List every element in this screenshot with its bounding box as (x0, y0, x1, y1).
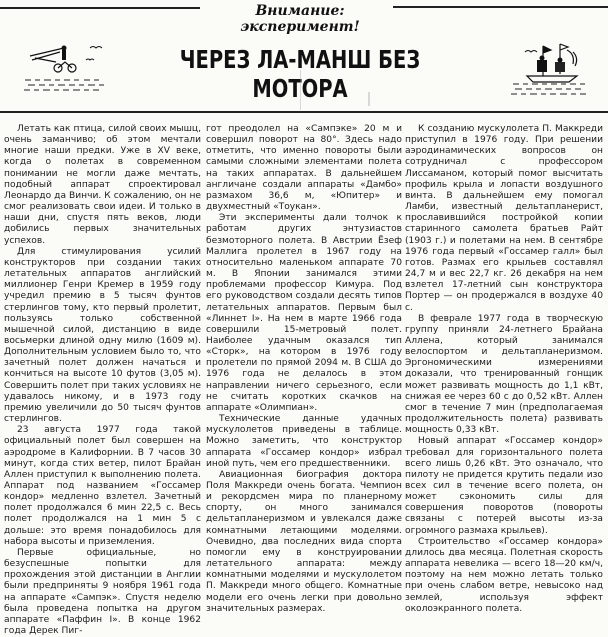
paragraph: Авиационная биография доктора Поля Маккреди очень богата. Чемпион и рекордсмен мира по планерному спорту, он много занимался дельтапланеризмом и увлекался даже комнатными летающими моделями. Очевидно, два последних вида спорта помогли ему в конструировании летательного аппарата: между комнатными моделями и мускулолетом П. Маккреди много общего. Комнатные модели его очень легки при довольно значительных размерах. (206, 469, 402, 614)
scan-artifact (300, 70, 301, 110)
paragraph: Летать как птица, силой своих мышц, очень заманчиво; об этом мечтали многие наши предки. Уже в XV веке, когда о полетах в современном понимании не могли даже мечтать, подобный аппарат спроектировал Леонардо да Винчи. К сожалению, он не смог реализовать свои идеи. И только в наши дни, спустя пять веков, люди добились первых значительных успехов. (4, 124, 201, 246)
paragraph: Первые официальные, но безуспешные попытки для прохождения этой дистанции в Англии были предприняты 9 ноября 1961 года на аппарате «Сампэк». Спустя неделю была проведена попытка на другом аппарате «Паффин I». В конце 1962 года Дерек Пиг- (4, 547, 201, 637)
cyclist-aircraft-over-waves-icon (20, 38, 115, 98)
paragraph: Новый аппарат «Госсамер кондор» требовал для горизонтального полета всего лишь 0,26 кВт. Это означало, что пилоту не придется крутить педали изо всех сил в течение всего полета, он может сэкономить силы для совершения поворотов (повороты связаны с потерей высоты из-за огромного размаха крыльев). (405, 436, 603, 536)
article-column-3 (405, 124, 603, 615)
headline: ЧЕРЕЗ ЛА-МАНШ БЕЗ МОТОРА (179, 45, 421, 103)
article-column-1 (4, 124, 201, 637)
paragraph: гот преодолел на «Сампэке» 20 м и совершил поворот на 80°. Здесь надо отметить, что именно повороты были самыми сложными элементами полета на таких аппаратах. В дальнейшем англичане создали аппараты «Дамбо» размахом 36,6 м, «Юпитер» и двухместный «Тоукан». (206, 124, 402, 213)
boat-with-flags-icon (505, 38, 595, 98)
paragraph: К созданию мускулолета П. Маккреди приступил в 1976 году. При решении аэродинамических вопросов он сотрудничал с профессором Лиссаманом, который помог высчитать профиль крыла и лопасти воздушного винта. В дальнейшем ему помогал Ламби, известный дельтапланерист, прославившийся постройкой копии старинного самолета братьев Райт (1903 г.) и полетами на нем. В сентябре 1976 года первый «Госсамер галл» был готов. Размах его крыльев составлял 24,7 м и вес 22,7 кг. 26 декабря на нем взлетел 17-летний сын конструктора Портер — он продержался в воздухе 40 с. (405, 124, 603, 313)
paragraph: Технические данные удачных мускулолетов приведены в таблице. Можно заметить, что конструктор аппарата «Госсамер кондор» избрал иной путь, чем его предшественники. (206, 414, 402, 469)
paragraph: В феврале 1977 года в творческую группу приняли 24-летнего Брайана Аллена, который занимался велоспортом и дельтапланеризмом. Эргономическими измерениями доказали, что тренированный гонщик может развивать мощность до 1,1 кВт, снижая ее через 60 с до 0,52 кВт. Аллен смог в течение 7 мин (предполагаемая продолжительность полета) развивать мощность 0,33 кВт. (405, 313, 603, 436)
paragraph: Строительство «Госсамер кондора» длилось два месяца. Полетная скорость аппарата невелика — всего 18—20 км/ч, поэтому на нем можно летать только при очень слабом ветре, невысоко над землей, используя эффект околоэкранного полета. (405, 536, 603, 614)
header-rule-left (0, 7, 200, 9)
scan-artifact (368, 92, 370, 106)
paragraph: Для стимулирования усилий конструкторов при создании таких летательных аппаратов английский миллионер Генри Кремер в 1959 году учредил премию в 5 тысяч фунтов стерлингов тому, кто первый пролетит, пользуясь только собственной мышечной силой, дистанцию в виде восьмерки длиной одну милю (1609 м). Дополнительным условием было то, что зачетный полет должен начаться и кончиться на высоте 10 футов (3,05 м). Совершить полет при таких условиях не удавалось никому, и в 1973 году премию увеличили до 50 тысяч фунтов стерлингов. (4, 246, 201, 425)
rubric-title: Внимание: эксперимент! (240, 3, 360, 35)
paragraph: 23 августа 1977 года такой официальный полет был совершен на аэродроме в Калифорнии. В 7 часов 30 минут, когда стих ветер, пилот Брайан Аллен приступил к выполнению полета. Аппарат под названием «Госсамер кондор» медленно взлетел. Зачетный полет продолжался 6 мин 22,5 с. Весь полет продолжался на 1 мин 5 с дольше: это время понадобилось для набора высоты и приземления. (4, 425, 201, 547)
header-rule-right (393, 6, 608, 8)
section-divider (0, 111, 608, 113)
article-column-2 (206, 124, 402, 615)
paragraph: Эти эксперименты дали толчок к работам других энтузиастов безмоторного полета. В Австрии Ёзеф Маллига пролетел в 1967 году на относительно маленьком аппарате 70 м. В Японии занимался этими проблемами профессор Кимура. Под его руководством создали десять типов летательных аппаратов. Первым был «Линнет I». На нем в марте 1966 года совершили 15-метровый полет. Наиболее удачным оказался тип «Сторк», на котором в 1976 году пролетели по прямой 2094 м. В США до 1976 года не делалось в этом направлении ничего серьезного, если не считать коротких скачков на аппарате «Олимпиан». (206, 213, 402, 413)
